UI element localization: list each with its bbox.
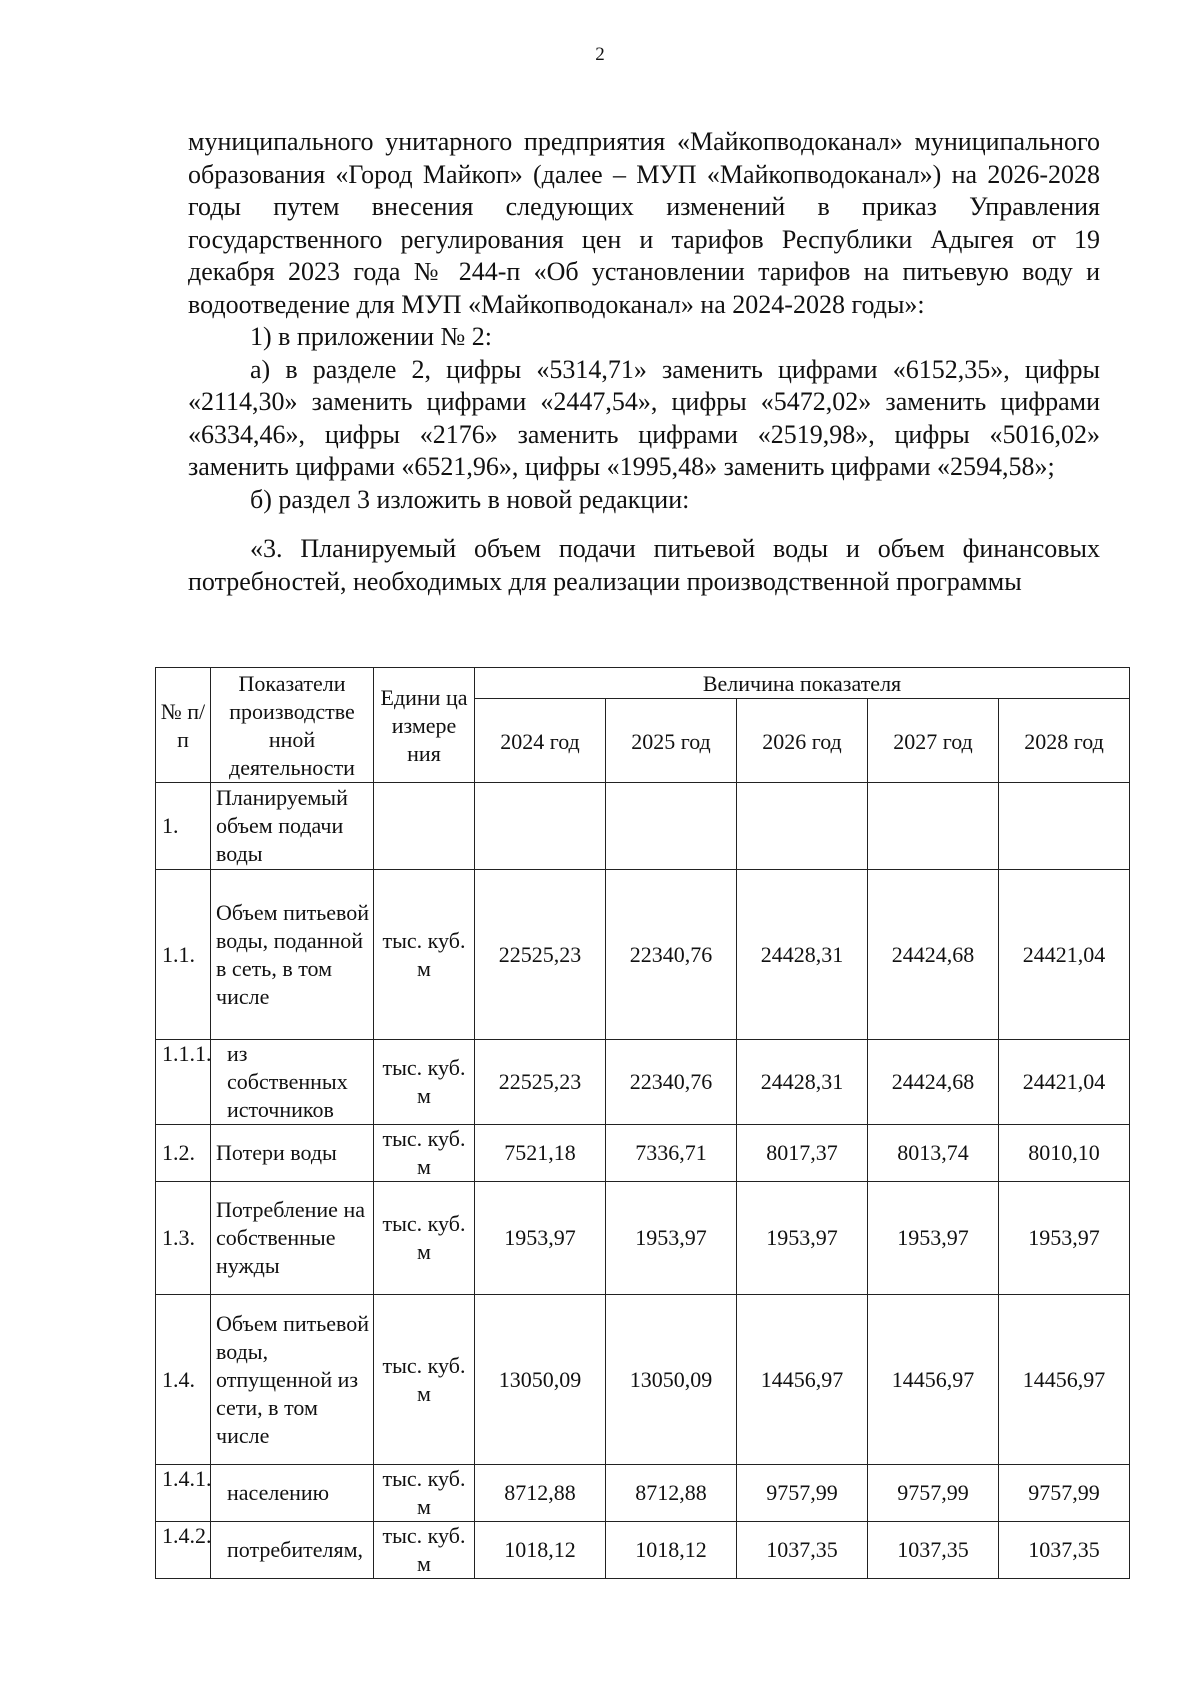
row-value-2027: 9757,99 [868, 1465, 999, 1522]
row-value-2024: 13050,09 [475, 1295, 606, 1465]
row-value-2025: 22340,76 [606, 1040, 737, 1125]
header-value-group: Величина показателя [475, 668, 1130, 699]
row-value-2028: 24421,04 [999, 870, 1130, 1040]
row-value-2025: 1953,97 [606, 1182, 737, 1295]
row-num: 1.4. [156, 1295, 211, 1465]
header-num: № п/п [156, 668, 211, 783]
row-unit: тыс. куб. м [374, 1522, 475, 1579]
row-value-2027: 14456,97 [868, 1295, 999, 1465]
row-value-2028: 1953,97 [999, 1182, 1130, 1295]
table-row [156, 870, 1130, 1040]
row-unit: тыс. куб. м [374, 1040, 475, 1125]
row-value-2025: 7336,71 [606, 1125, 737, 1182]
row-value-2026 [737, 783, 868, 870]
row-value-2025: 8712,88 [606, 1465, 737, 1522]
row-indicator: Объем питьевой воды, поданной в сеть, в том числе [211, 870, 374, 1040]
table-row [156, 1295, 1130, 1465]
row-value-2027: 1953,97 [868, 1182, 999, 1295]
table-row [156, 1182, 1130, 1295]
row-indicator: из собственных источников [211, 1040, 374, 1125]
row-value-2024: 22525,23 [475, 1040, 606, 1125]
row-num: 1.3. [156, 1182, 211, 1295]
row-value-2025: 1018,12 [606, 1522, 737, 1579]
header-year-2027: 2027 год [868, 699, 999, 783]
row-value-2025 [606, 783, 737, 870]
row-unit: тыс. куб. м [374, 1465, 475, 1522]
row-value-2027: 1037,35 [868, 1522, 999, 1579]
header-year-2028: 2028 год [999, 699, 1130, 783]
row-unit: тыс. куб. м [374, 1125, 475, 1182]
row-value-2024: 22525,23 [475, 870, 606, 1040]
row-value-2024: 7521,18 [475, 1125, 606, 1182]
row-value-2028: 9757,99 [999, 1465, 1130, 1522]
row-value-2027: 24424,68 [868, 870, 999, 1040]
row-value-2028: 14456,97 [999, 1295, 1130, 1465]
row-value-2024 [475, 783, 606, 870]
row-unit: тыс. куб. м [374, 1182, 475, 1295]
row-value-2026: 14456,97 [737, 1295, 868, 1465]
table-row [156, 783, 1130, 870]
row-value-2028: 1037,35 [999, 1522, 1130, 1579]
section-3-title: «3. Планируемый объем подачи питьевой воды и объем финансовых потребностей, необходимых для реализации производственной программы [188, 534, 1100, 596]
row-num: 1.1. [156, 870, 211, 1040]
row-value-2026: 9757,99 [737, 1465, 868, 1522]
row-value-2024: 8712,88 [475, 1465, 606, 1522]
row-value-2025: 13050,09 [606, 1295, 737, 1465]
paragraph-appendix-item: 1) в приложении № 2: [250, 322, 493, 351]
production-volume-table [155, 667, 1130, 1579]
table-row [156, 1040, 1130, 1125]
page-number: 2 [595, 44, 605, 65]
row-indicator: Потребление на собственные нужды [211, 1182, 374, 1295]
header-year-2026: 2026 год [737, 699, 868, 783]
row-indicator: населению [211, 1465, 374, 1522]
row-unit: тыс. куб. м [374, 870, 475, 1040]
header-year-2025: 2025 год [606, 699, 737, 783]
row-indicator: потребителям, [211, 1522, 374, 1579]
row-num: 1.1.1. [156, 1040, 211, 1125]
row-value-2027 [868, 783, 999, 870]
row-value-2026: 1037,35 [737, 1522, 868, 1579]
row-value-2027: 8013,74 [868, 1125, 999, 1182]
row-indicator: Объем питьевой воды, отпущенной из сети, в том числе [211, 1295, 374, 1465]
row-value-2024: 1018,12 [475, 1522, 606, 1579]
row-indicator: Планируемый объем подачи воды [211, 783, 374, 870]
row-value-2025: 22340,76 [606, 870, 737, 1040]
header-indicator: Показатели производстве нной деятельности [211, 668, 374, 783]
header-unit: Едини ца измере ния [374, 668, 475, 783]
table-row [156, 1465, 1130, 1522]
row-value-2026: 1953,97 [737, 1182, 868, 1295]
row-num: 1. [156, 783, 211, 870]
row-num: 1.2. [156, 1125, 211, 1182]
row-value-2026: 8017,37 [737, 1125, 868, 1182]
row-value-2028: 8010,10 [999, 1125, 1130, 1182]
row-value-2028: 24421,04 [999, 1040, 1130, 1125]
table-row [156, 1125, 1130, 1182]
row-num: 1.4.1. [156, 1465, 211, 1522]
paragraph-section-3-intro: б) раздел 3 изложить в новой редакции: [250, 484, 690, 514]
row-value-2024: 1953,97 [475, 1182, 606, 1295]
header-year-2024: 2024 год [475, 699, 606, 783]
table-row [156, 1522, 1130, 1579]
row-num: 1.4.2. [156, 1522, 211, 1579]
paragraph-intro: муниципального унитарного предприятия «Майкопводоканал» муниципального образования «Город Майкоп» (далее – МУП «Майкопводоканал») на 2026-2028 годы путем внесения следующих изменений в приказ Управления государственного регулирования цен и тарифов Республики Адыгея от 19 декабря 2023 года № 244-п «Об установлении тарифов на питьевую воду и водоотведение для МУП «Майкопводоканал» на 2024-2028 годы»: [188, 127, 1100, 319]
row-indicator: Потери воды [211, 1125, 374, 1182]
row-value-2026: 24428,31 [737, 870, 868, 1040]
row-value-2026: 24428,31 [737, 1040, 868, 1125]
body-text [188, 126, 1100, 598]
row-unit: тыс. куб. м [374, 1295, 475, 1465]
paragraph-section-2-changes: а) в разделе 2, цифры «5314,71» заменить цифрами «6152,35», цифры «2114,30» заменить цифрами «2447,54», цифры «5472,02» заменить цифрами «6334,46», цифры «2176» заменить цифрами «2519,98», цифры «5016,02» заменить цифрами «6521,96», цифры «1995,48» заменить цифрами «2594,58»; [188, 354, 1100, 481]
row-unit [374, 783, 475, 870]
row-value-2028 [999, 783, 1130, 870]
row-value-2027: 24424,68 [868, 1040, 999, 1125]
